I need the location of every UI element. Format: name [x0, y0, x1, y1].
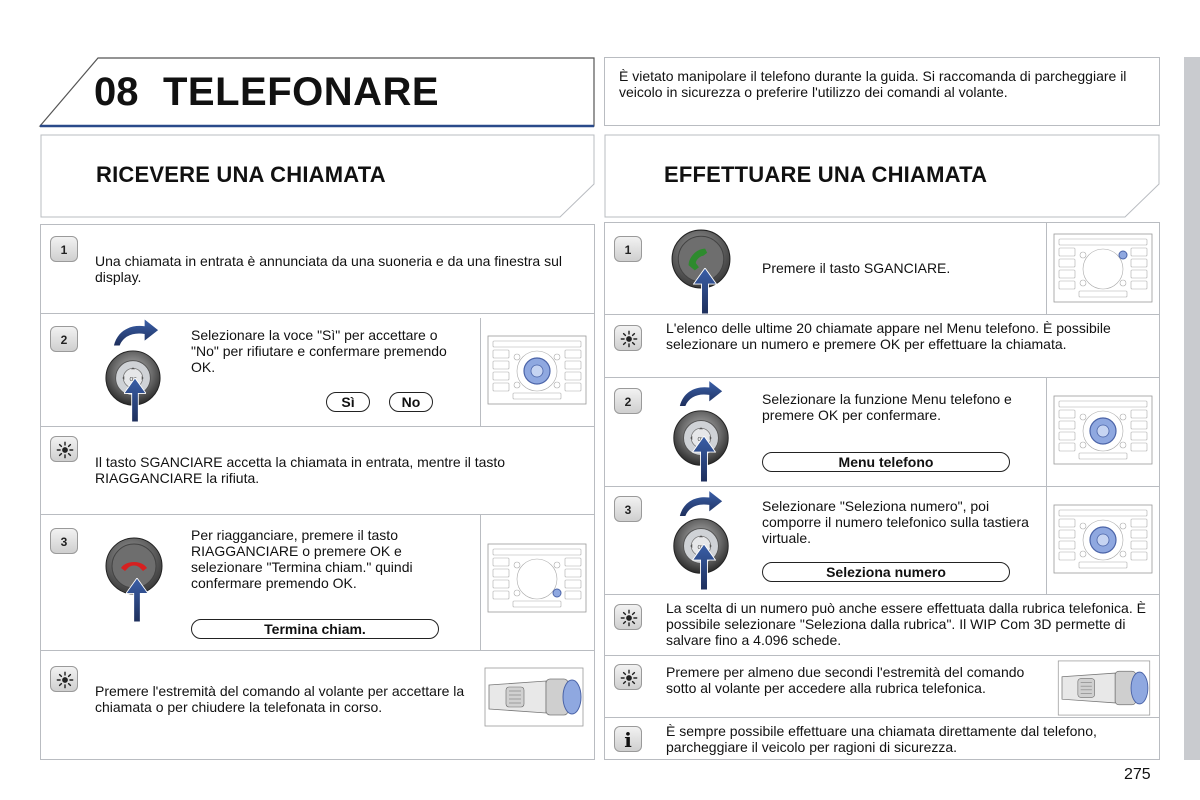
dashboard-console-icon — [487, 540, 587, 616]
press-arrow-icon — [692, 544, 716, 590]
section-title: RICEVERE UNA CHIAMATA — [96, 162, 386, 187]
steering-stalk-icon — [1054, 660, 1154, 716]
step-text: Per riagganciare, premere il tasto RIAGGANCIARE o premere OK e selezionare "Termina chiam." quindi confermare premendo OK. — [191, 527, 413, 591]
warning-box — [604, 57, 1160, 126]
side-tab-strip — [1184, 57, 1200, 760]
tip-text: L'elenco delle ultime 20 chiamate appare nel Menu telefono. È possibile selezionare un numero e premere OK per effettuare la chiamata. — [666, 320, 1111, 352]
step-number-badge: 1 — [50, 236, 78, 262]
console-image-frame — [480, 318, 594, 426]
console-image-frame — [480, 514, 594, 650]
right-section-header — [604, 134, 1160, 218]
tip-icon — [56, 441, 74, 459]
dashboard-console-icon — [1053, 501, 1153, 577]
step-text: Una chiamata in entrata è annunciata da una suoneria e da una finestra sul display. — [95, 253, 562, 285]
step-number-badge: 3 — [50, 528, 78, 554]
tip-icon — [56, 671, 74, 689]
step-number-badge: 2 — [50, 326, 78, 352]
tip-icon — [620, 330, 638, 348]
step-number-badge: 1 — [614, 236, 642, 262]
seleziona-numero-option-button[interactable]: Seleziona numero — [762, 562, 1010, 582]
end-call-option-button[interactable]: Termina chiam. — [191, 619, 439, 639]
tip-badge — [614, 664, 642, 690]
tip-badge — [614, 604, 642, 630]
tip-text: Premere l'estremità del comando al volante per accettare la chiamata o per chiudere la telefonata in corso. — [95, 683, 465, 715]
tip-badge — [614, 325, 642, 351]
console-image-frame — [1046, 222, 1160, 314]
left-section-header — [40, 134, 595, 218]
press-arrow-icon — [693, 268, 717, 314]
step-text: Selezionare "Seleziona numero", poi comporre il numero telefonico sulla tastiera virtuale. — [762, 498, 1029, 546]
press-arrow-icon — [126, 578, 148, 622]
step-text: Selezionare la funzione Menu telefono e premere OK per confermare. — [762, 391, 1012, 423]
steering-stalk-icon — [484, 666, 584, 728]
dashboard-console-icon — [487, 332, 587, 408]
divider — [40, 650, 595, 651]
dashboard-console-icon — [1053, 230, 1153, 306]
tip-badge — [50, 666, 78, 692]
tip-icon — [620, 669, 638, 687]
info-badge — [614, 726, 642, 752]
info-icon: i — [624, 728, 632, 752]
tip-text: La scelta di un numero può anche essere effettuata dalla rubrica telefonica. È possibile selezionare "Seleziona dalla rubrica". Il WIP Com 3D permette di salvare fino a 4.096 schede. — [666, 600, 1146, 648]
page-number: 275 — [1124, 766, 1151, 783]
divider — [604, 655, 1160, 656]
console-image-frame — [1046, 486, 1160, 594]
info-text: È sempre possibile effettuare una chiamata direttamente dal telefono, parcheggiare il veicolo per ragioni di sicurezza. — [666, 723, 1097, 755]
step-number-badge: 3 — [614, 496, 642, 522]
tip-text: Premere per almeno due secondi l'estremità del comando sotto al volante per accedere alla rubrica telefonica. — [666, 664, 1025, 696]
chapter-title: TELEFONARE — [163, 70, 440, 114]
yes-option-button[interactable]: Sì — [326, 392, 370, 412]
divider — [604, 314, 1160, 315]
no-option-button[interactable]: No — [389, 392, 433, 412]
step-number-badge: 2 — [614, 388, 642, 414]
warning-text: È vietato manipolare il telefono durante la guida. Si raccomanda di parcheggiare il veicolo in sicurezza o preferire l'utilizzo dei comandi al volante. — [619, 68, 1127, 100]
tip-icon — [620, 609, 638, 627]
menu-telefono-option-button[interactable]: Menu telefono — [762, 452, 1010, 472]
chapter-number: 08 — [94, 70, 139, 114]
step-text: Selezionare la voce "Sì" per accettare o "No" per rifiutare e confermare premendo OK. — [191, 327, 447, 375]
section-title: EFFETTUARE UNA CHIAMATA — [664, 162, 988, 187]
divider — [604, 717, 1160, 718]
press-arrow-icon — [124, 378, 146, 422]
divider — [40, 313, 595, 314]
step-text: Premere il tasto SGANCIARE. — [762, 260, 951, 276]
tip-text: Il tasto SGANCIARE accetta la chiamata in entrata, mentre il tasto RIAGGANCIARE la rifiuta. — [95, 454, 506, 486]
tip-badge — [50, 436, 78, 462]
console-image-frame — [1046, 377, 1160, 486]
press-arrow-icon — [692, 436, 716, 482]
dashboard-console-icon — [1053, 392, 1153, 468]
divider — [40, 426, 595, 427]
divider — [604, 594, 1160, 595]
